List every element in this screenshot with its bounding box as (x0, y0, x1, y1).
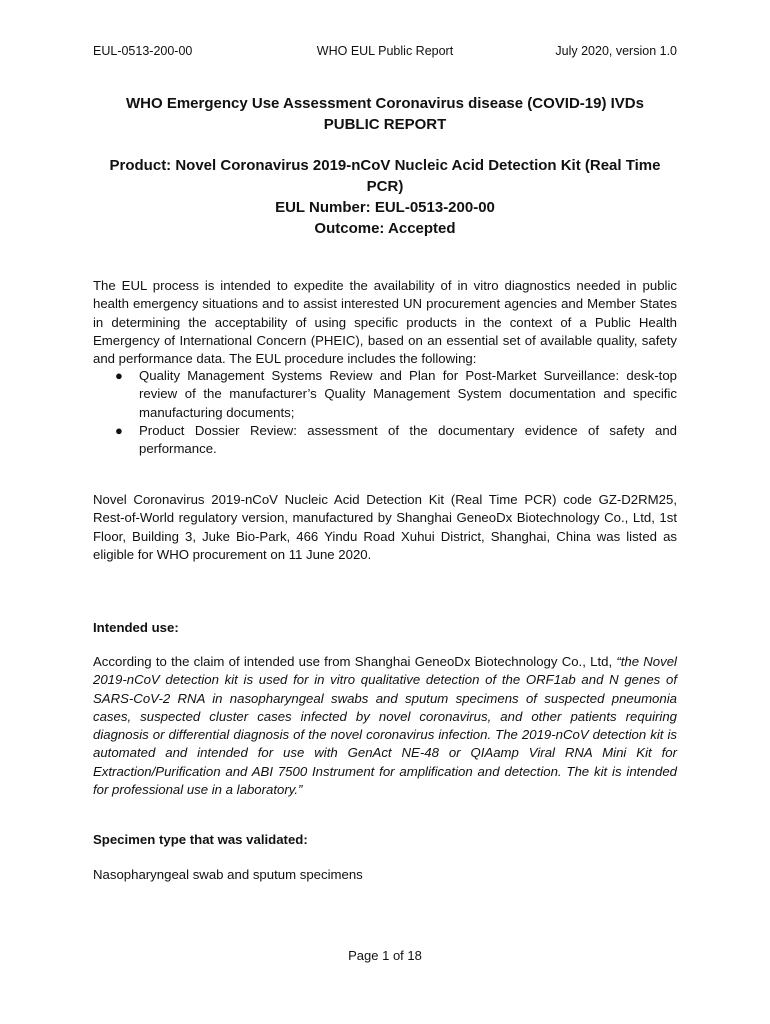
page-number: Page 1 of 18 (348, 948, 422, 963)
header-doc-code: EUL-0513-200-00 (93, 44, 193, 58)
intended-use-claim: “the Novel 2019-nCoV detection kit is used for in vitro qualitative detection of the ORF1ab and N genes of SARS-CoV-2 RNA in nasopharyngeal swabs and sputum specimens of suspected pneumonia cases, suspected cluster cases infected by novel coronavirus, and other patients requiring diagnosis or differential diagnosis of the novel coronavirus infection. The 2019-nCoV detection kit is automated and intended for use with GenAct NE-48 or QIAamp Viral RNA Mini Kit for Extraction/Purification and ABI 7500 Instrument for amplification and detection. The kit is intended for professional use in a laboratory.” (93, 654, 677, 798)
header-report-name: WHO EUL Public Report (316, 44, 454, 58)
intended-use-paragraph (93, 653, 677, 799)
procedure-list (93, 367, 677, 458)
specimen-heading: Specimen type that was validated: (93, 832, 308, 847)
eul-number: EUL Number: EUL-0513-200-00 (275, 199, 495, 216)
intended-use-lead: According to the claim of intended use from Shanghai GeneoDx Biotechnology Co., Ltd, (93, 654, 617, 669)
report-title (93, 93, 677, 135)
list-item (93, 367, 677, 422)
list-item-text: Quality Management Systems Review and Plan for Post-Market Surveillance: desk-top review of the manufacturer’s Quality Management System documentation and specific manufacturing documents; (139, 368, 677, 420)
intro-paragraph: The EUL process is intended to expedite the availability of in vitro diagnostics needed in public health emergency situations and to assist interested UN procurement agencies and Member States in determining the acceptability of using specific products in the context of a Public Health Emergency of International Concern (PHEIC), based on an essential set of available quality, safety and performance data. The EUL procedure includes the following: (93, 278, 677, 367)
outcome: Outcome: Accepted (314, 220, 456, 237)
bullet-icon: ● (115, 422, 123, 438)
intended-use-heading: Intended use: (93, 620, 179, 635)
title-line-1: WHO Emergency Use Assessment Coronavirus disease (COVID-19) IVDs (126, 95, 644, 112)
title-line-2: PUBLIC REPORT (323, 116, 447, 133)
header-date-version: July 2020, version 1.0 (555, 44, 677, 58)
specimen-text: Nasopharyngeal swab and sputum specimens (93, 867, 363, 882)
list-item (93, 422, 677, 459)
kit-paragraph: Novel Coronavirus 2019-nCoV Nucleic Acid Detection Kit (Real Time PCR) code GZ-D2RM25, Rest-of-World regulatory version, manufactured by Shanghai GeneoDx Biotechnology Co., Ltd, 1st Floor, Building 3, Juke Bio-Park, 466 Yindu Road Xuhui District, Shanghai, China was listed as eligible for WHO procurement on 11 June 2020. (93, 492, 677, 562)
bullet-icon: ● (115, 368, 123, 383)
product-name: Product: Novel Coronavirus 2019-nCoV Nucleic Acid Detection Kit (Real Time PCR) (109, 157, 661, 195)
list-item-text: Product Dossier Review: assessment of the documentary evidence of safety and performance. (139, 422, 677, 457)
product-title (93, 155, 677, 239)
